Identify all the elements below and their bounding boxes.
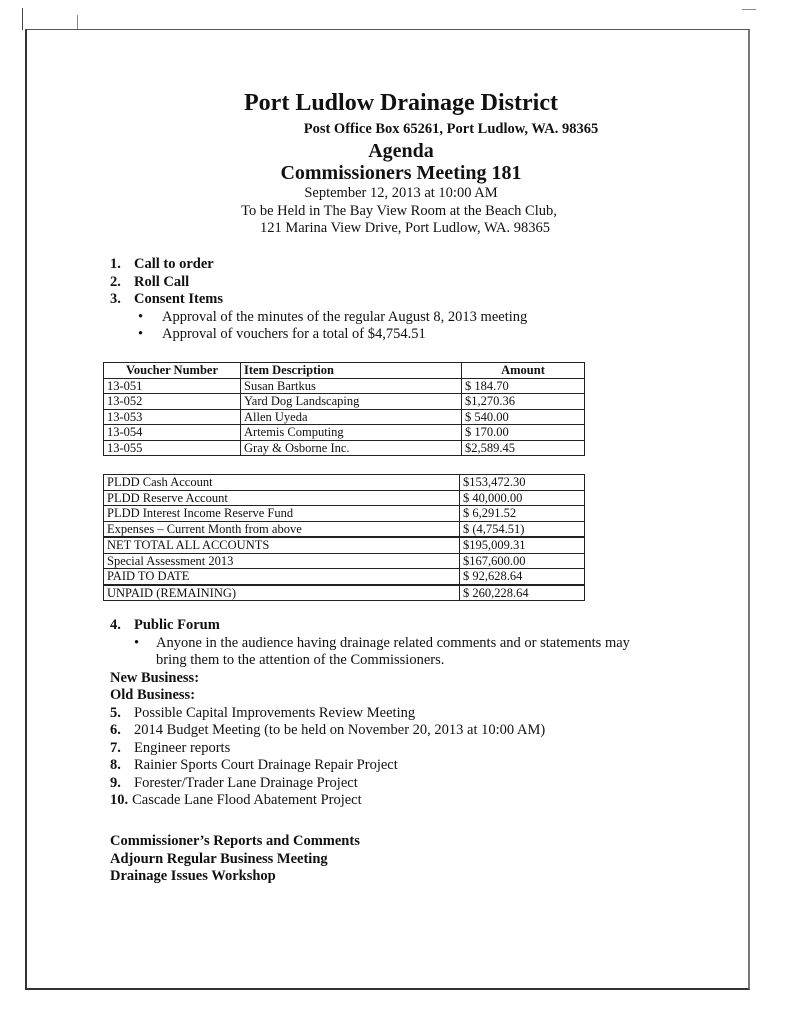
agenda-item [110, 256, 527, 274]
item-number: 9. [110, 774, 121, 791]
voucher-table [103, 362, 585, 456]
table-row [104, 569, 585, 585]
agenda-item [110, 775, 630, 793]
account-name: PLDD Interest Income Reserve Fund [104, 506, 460, 522]
amount: $ 184.70 [462, 378, 585, 394]
item-label: Public Forum [134, 617, 220, 633]
table-row [104, 409, 585, 425]
agenda-item [110, 722, 630, 740]
note-line: bring them to the attention of the Commissioners. [156, 652, 445, 668]
consent-item-text: Approval of the minutes of the regular August 8, 2013 meeting [162, 308, 528, 325]
agenda-item [110, 705, 630, 723]
closing-item: Drainage Issues Workshop [110, 868, 276, 884]
scan-mark [22, 8, 23, 30]
item-label: 2014 Budget Meeting (to be held on November 20, 2013 at 10:00 AM) [134, 722, 546, 738]
closing-items [110, 833, 360, 886]
item-description: Susan Bartkus [241, 378, 462, 394]
item-description: Yard Dog Landscaping [241, 394, 462, 410]
account-name: NET TOTAL ALL ACCOUNTS [104, 537, 460, 553]
agenda-item [110, 792, 630, 810]
voucher-number: 13-055 [104, 440, 241, 456]
account-amount: $ 92,628.64 [460, 569, 585, 585]
district-title: Port Ludlow Drainage District [244, 90, 558, 116]
account-name: PLDD Cash Account [104, 475, 460, 491]
district-address: Post Office Box 65261, Port Ludlow, WA. 98365 [303, 121, 599, 137]
account-name: Expenses – Current Month from above [104, 521, 460, 537]
agenda-list-bottom [110, 617, 630, 810]
account-name: PLDD Reserve Account [104, 490, 460, 506]
amount: $2,589.45 [462, 440, 585, 456]
table-row [104, 553, 585, 569]
accounts-table [103, 474, 585, 601]
account-name: PAID TO DATE [104, 569, 460, 585]
account-amount: $195,009.31 [460, 537, 585, 553]
item-label: Forester/Trader Lane Drainage Project [134, 774, 358, 791]
table-row [104, 378, 585, 394]
account-amount: $167,600.00 [460, 553, 585, 569]
item-number: 10. [110, 792, 129, 808]
meeting-title: Commissioners Meeting 181 [280, 162, 522, 184]
agenda-item-public-forum [110, 617, 630, 635]
item-label: Consent Items [134, 291, 224, 307]
bullet-icon: • [138, 308, 144, 325]
item-label: Rainier Sports Court Drainage Repair Project [134, 757, 398, 773]
account-name: Special Assessment 2013 [104, 553, 460, 569]
voucher-number: 13-052 [104, 394, 241, 410]
amount: $ 170.00 [462, 425, 585, 441]
account-amount: $ (4,754.51) [460, 521, 585, 537]
bullet-icon: • [138, 326, 144, 342]
item-description: Artemis Computing [241, 425, 462, 441]
account-amount: $153,472.30 [460, 475, 585, 491]
new-business-heading: New Business: [110, 669, 200, 686]
bullet-icon: • [134, 634, 140, 651]
old-business-heading: Old Business: [110, 687, 196, 703]
closing-item: Adjourn Regular Business Meeting [110, 850, 328, 867]
consent-item-text: Approval of vouchers for a total of $4,754.51 [162, 326, 426, 342]
item-label: Possible Capital Improvements Review Meeting [134, 704, 416, 721]
note-line: Anyone in the audience having drainage related comments and or statements may [156, 634, 630, 651]
agenda-list-top [110, 256, 527, 344]
item-label: Engineer reports [134, 739, 231, 756]
table-row [104, 585, 585, 601]
scan-mark [77, 15, 78, 29]
item-label: Roll Call [134, 273, 190, 290]
item-description: Allen Uyeda [241, 409, 462, 425]
table-row [104, 521, 585, 537]
consent-item [110, 326, 527, 344]
voucher-number: 13-054 [104, 425, 241, 441]
table-row [104, 475, 585, 491]
item-number: 6. [110, 722, 121, 738]
voucher-number: 13-051 [104, 378, 241, 394]
public-forum-note [110, 635, 630, 653]
agenda-item [110, 291, 527, 309]
meeting-venue: To be Held in The Bay View Room at the Beach Club, [241, 203, 557, 219]
item-number: 1. [110, 256, 121, 272]
agenda-heading: Agenda [368, 140, 434, 162]
account-name: UNPAID (REMAINING) [104, 585, 460, 601]
scan-mark [742, 9, 756, 10]
table-row [104, 537, 585, 553]
voucher-number: 13-053 [104, 409, 241, 425]
agenda-item [110, 757, 630, 775]
amount: $ 540.00 [462, 409, 585, 425]
table-row [104, 394, 585, 410]
agenda-item [110, 274, 527, 292]
agenda-item [110, 740, 630, 758]
table-row [104, 440, 585, 456]
item-number: 5. [110, 704, 121, 721]
account-amount: $ 40,000.00 [460, 490, 585, 506]
item-number: 3. [110, 291, 121, 307]
meeting-street-address: 121 Marina View Drive, Port Ludlow, WA. 98365 [259, 220, 551, 236]
column-header: Amount [462, 363, 585, 379]
item-label: Cascade Lane Flood Abatement Project [132, 792, 362, 808]
table-row [104, 490, 585, 506]
column-header: Item Description [241, 363, 462, 379]
amount: $1,270.36 [462, 394, 585, 410]
table-header-row [104, 363, 585, 379]
table-row [104, 425, 585, 441]
account-amount: $ 260,228.64 [460, 585, 585, 601]
column-header: Voucher Number [104, 363, 241, 379]
table-row [104, 506, 585, 522]
item-number: 2. [110, 273, 121, 290]
consent-item [110, 309, 527, 327]
public-forum-note-continued [110, 652, 630, 670]
item-number: 4. [110, 617, 121, 633]
item-description: Gray & Osborne Inc. [241, 440, 462, 456]
item-label: Call to order [134, 256, 214, 272]
meeting-date: September 12, 2013 at 10:00 AM [304, 185, 498, 201]
item-number: 7. [110, 739, 121, 756]
closing-item: Commissioner’s Reports and Comments [110, 833, 360, 849]
item-number: 8. [110, 757, 121, 773]
account-amount: $ 6,291.52 [460, 506, 585, 522]
